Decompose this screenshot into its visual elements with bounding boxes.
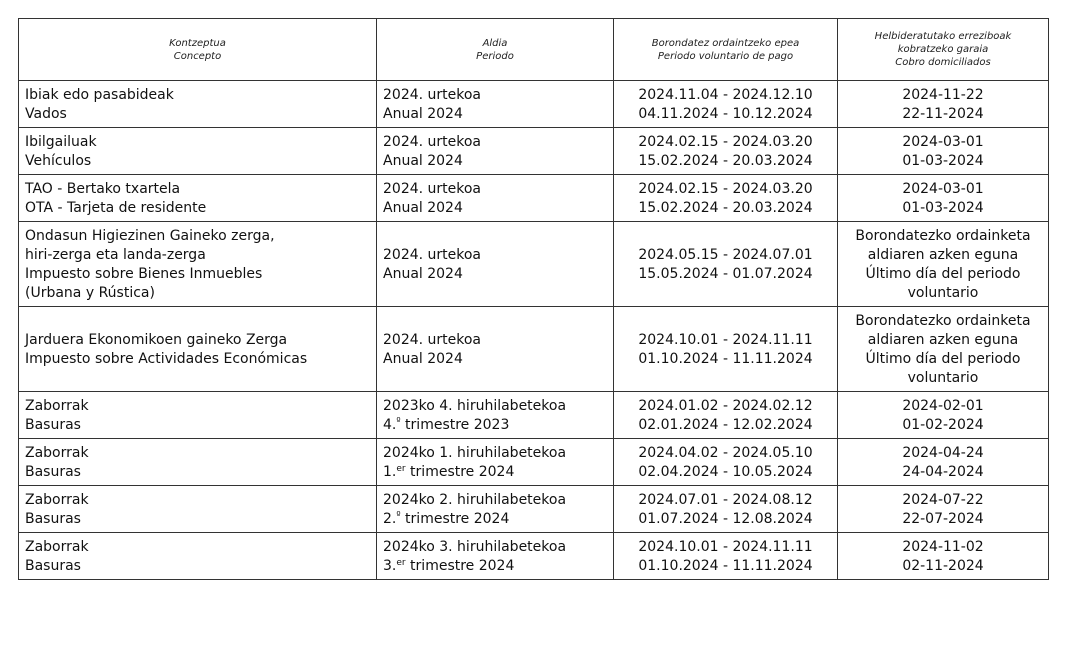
table-header xyxy=(19,19,1049,81)
date-range: 2024.11.04 - 2024.12.10 xyxy=(638,87,813,103)
voluntary-period-cell xyxy=(614,439,838,486)
header-line: kobratzeko garaia xyxy=(897,44,989,55)
date-range: 2024.04.02 - 2024.05.10 xyxy=(638,445,813,461)
voluntary-period-cell xyxy=(614,533,838,580)
concept-line: Zaborrak xyxy=(25,398,89,414)
period-es-text: trimestre 2024 xyxy=(400,511,510,527)
voluntary-period-cell xyxy=(614,81,838,128)
period-eu: 2023ko 4. hiruhilabetekoa xyxy=(383,398,567,414)
debit-date: 2024-11-02 xyxy=(902,539,984,555)
period-eu: 2024ko 3. hiruhilabetekoa xyxy=(383,539,567,555)
period-eu: 2024ko 1. hiruhilabetekoa xyxy=(383,445,567,461)
header-line: Cobro domiciliados xyxy=(895,57,991,68)
period-es xyxy=(383,463,607,482)
table-row xyxy=(19,175,1049,222)
period-es: Anual 2024 xyxy=(383,266,463,282)
table-row xyxy=(19,486,1049,533)
period-es xyxy=(383,510,607,529)
period-cell xyxy=(377,222,614,307)
debit-date: Borondatezko ordainketa xyxy=(855,313,1031,329)
date-range: 2024.05.15 - 2024.07.01 xyxy=(638,247,813,263)
date-range: 2024.02.15 - 2024.03.20 xyxy=(638,134,813,150)
debit-date: 24-04-2024 xyxy=(902,464,984,480)
ordinal-suffix: º xyxy=(396,511,401,521)
voluntary-period-cell xyxy=(614,307,838,392)
header-line: Periodo voluntario de pago xyxy=(657,50,794,62)
period-es: Anual 2024 xyxy=(383,351,463,367)
debit-date: aldiaren azken eguna xyxy=(867,247,1019,263)
concept-line: TAO - Bertako txartela xyxy=(25,181,181,197)
concept-cell xyxy=(19,533,377,580)
debit-date: 22-07-2024 xyxy=(902,511,984,527)
concept-cell xyxy=(19,222,377,307)
period-cell xyxy=(377,392,614,439)
concept-line: Ibiak edo pasabideak xyxy=(25,87,174,103)
period-es-number: 3. xyxy=(383,558,397,574)
period-es-number: 2. xyxy=(383,511,397,527)
concept-line: Zaborrak xyxy=(25,445,89,461)
concept-line: Impuesto sobre Bienes Inmuebles xyxy=(25,266,263,282)
date-range: 02.01.2024 - 12.02.2024 xyxy=(638,417,813,433)
concept-line: (Urbana y Rústica) xyxy=(25,285,155,301)
debit-date: 2024-03-01 xyxy=(902,134,984,150)
concept-line: Vados xyxy=(25,106,67,122)
debit-date: 01-03-2024 xyxy=(902,200,984,216)
concept-line: Ibilgailuak xyxy=(25,134,97,150)
period-cell xyxy=(377,307,614,392)
date-range: 02.04.2024 - 10.05.2024 xyxy=(638,464,813,480)
period-cell xyxy=(377,81,614,128)
debit-date: 2024-03-01 xyxy=(902,181,984,197)
debit-date: aldiaren azken eguna xyxy=(867,332,1019,348)
debit-date: Borondatezko ordainketa xyxy=(855,228,1031,244)
debit-date: 2024-07-22 xyxy=(902,492,984,508)
direct-debit-cell xyxy=(838,307,1049,392)
direct-debit-cell xyxy=(838,128,1049,175)
concept-line: Ondasun Higiezinen Gaineko zerga, xyxy=(25,228,275,244)
concept-cell xyxy=(19,81,377,128)
table-row xyxy=(19,222,1049,307)
period-es-text: trimestre 2024 xyxy=(405,558,515,574)
debit-date: 2024-11-22 xyxy=(902,87,984,103)
header-line: Helbideratutako erreziboak xyxy=(874,31,1012,42)
period-eu: 2024. urtekoa xyxy=(383,332,482,348)
header-line: Periodo xyxy=(476,50,514,62)
concept-line: Vehículos xyxy=(25,153,92,169)
concept-line: hiri-zerga eta landa-zerga xyxy=(25,247,206,263)
concept-cell xyxy=(19,128,377,175)
table-row xyxy=(19,439,1049,486)
debit-date: 01-02-2024 xyxy=(902,417,984,433)
debit-date: Último día del periodo xyxy=(865,266,1021,282)
ordinal-suffix: er xyxy=(396,558,406,568)
concept-cell xyxy=(19,486,377,533)
period-eu: 2024. urtekoa xyxy=(383,247,482,263)
debit-date: voluntario xyxy=(907,285,979,301)
period-cell xyxy=(377,175,614,222)
debit-date: 01-03-2024 xyxy=(902,153,984,169)
date-range: 15.02.2024 - 20.03.2024 xyxy=(638,200,813,216)
date-range: 2024.10.01 - 2024.11.11 xyxy=(638,332,813,348)
date-range: 15.02.2024 - 20.03.2024 xyxy=(638,153,813,169)
tax-calendar-table xyxy=(18,18,1049,580)
header-concept xyxy=(19,19,377,81)
concept-line: OTA - Tarjeta de residente xyxy=(25,200,207,216)
date-range: 01.10.2024 - 11.11.2024 xyxy=(638,558,813,574)
ordinal-suffix: º xyxy=(396,417,401,427)
period-cell xyxy=(377,128,614,175)
concept-line: Jarduera Ekonomikoen gaineko Zerga xyxy=(25,332,288,348)
header-row xyxy=(19,19,1049,81)
debit-date: 02-11-2024 xyxy=(902,558,984,574)
debit-date: voluntario xyxy=(907,370,979,386)
period-eu: 2024. urtekoa xyxy=(383,87,482,103)
voluntary-period-cell xyxy=(614,175,838,222)
table-row xyxy=(19,307,1049,392)
date-range: 2024.01.02 - 2024.02.12 xyxy=(638,398,813,414)
period-cell xyxy=(377,533,614,580)
concept-line: Zaborrak xyxy=(25,492,89,508)
header-line: Concepto xyxy=(173,50,222,62)
table-body xyxy=(19,81,1049,580)
table-row xyxy=(19,392,1049,439)
period-es xyxy=(383,557,607,576)
date-range: 01.07.2024 - 12.08.2024 xyxy=(638,511,813,527)
table-row xyxy=(19,533,1049,580)
concept-line: Basuras xyxy=(25,464,81,480)
concept-line: Basuras xyxy=(25,511,81,527)
period-es-number: 1. xyxy=(383,464,397,480)
period-es: Anual 2024 xyxy=(383,153,463,169)
concept-line: Impuesto sobre Actividades Económicas xyxy=(25,351,308,367)
header-period xyxy=(377,19,614,81)
date-range: 2024.02.15 - 2024.03.20 xyxy=(638,181,813,197)
period-es xyxy=(383,416,607,435)
header-direct-debit xyxy=(838,19,1049,81)
direct-debit-cell xyxy=(838,392,1049,439)
period-cell xyxy=(377,486,614,533)
concept-cell xyxy=(19,175,377,222)
header-line: Borondatez ordaintzeko epea xyxy=(651,37,800,49)
debit-date: 2024-04-24 xyxy=(902,445,984,461)
direct-debit-cell xyxy=(838,533,1049,580)
period-eu: 2024ko 2. hiruhilabetekoa xyxy=(383,492,567,508)
voluntary-period-cell xyxy=(614,222,838,307)
period-es-text: trimestre 2024 xyxy=(405,464,515,480)
period-cell xyxy=(377,439,614,486)
header-line: Kontzeptua xyxy=(169,37,226,49)
debit-date: 2024-02-01 xyxy=(902,398,984,414)
concept-cell xyxy=(19,439,377,486)
header-voluntary-payment xyxy=(614,19,838,81)
direct-debit-cell xyxy=(838,486,1049,533)
date-range: 2024.07.01 - 2024.08.12 xyxy=(638,492,813,508)
date-range: 01.10.2024 - 11.11.2024 xyxy=(638,351,813,367)
date-range: 15.05.2024 - 01.07.2024 xyxy=(638,266,813,282)
concept-line: Zaborrak xyxy=(25,539,89,555)
direct-debit-cell xyxy=(838,439,1049,486)
voluntary-period-cell xyxy=(614,128,838,175)
period-es: Anual 2024 xyxy=(383,200,463,216)
concept-cell xyxy=(19,307,377,392)
date-range: 04.11.2024 - 10.12.2024 xyxy=(638,106,813,122)
header-line: Aldia xyxy=(482,37,508,49)
debit-date: Último día del periodo xyxy=(865,351,1021,367)
period-es-number: 4. xyxy=(383,417,397,433)
direct-debit-cell xyxy=(838,81,1049,128)
concept-line: Basuras xyxy=(25,558,81,574)
concept-line: Basuras xyxy=(25,417,81,433)
voluntary-period-cell xyxy=(614,486,838,533)
period-eu: 2024. urtekoa xyxy=(383,181,482,197)
period-es: Anual 2024 xyxy=(383,106,463,122)
voluntary-period-cell xyxy=(614,392,838,439)
period-es-text: trimestre 2023 xyxy=(400,417,510,433)
direct-debit-cell xyxy=(838,222,1049,307)
date-range: 2024.10.01 - 2024.11.11 xyxy=(638,539,813,555)
direct-debit-cell xyxy=(838,175,1049,222)
debit-date: 22-11-2024 xyxy=(902,106,984,122)
table-row xyxy=(19,81,1049,128)
ordinal-suffix: er xyxy=(396,464,406,474)
concept-cell xyxy=(19,392,377,439)
period-eu: 2024. urtekoa xyxy=(383,134,482,150)
table-row xyxy=(19,128,1049,175)
